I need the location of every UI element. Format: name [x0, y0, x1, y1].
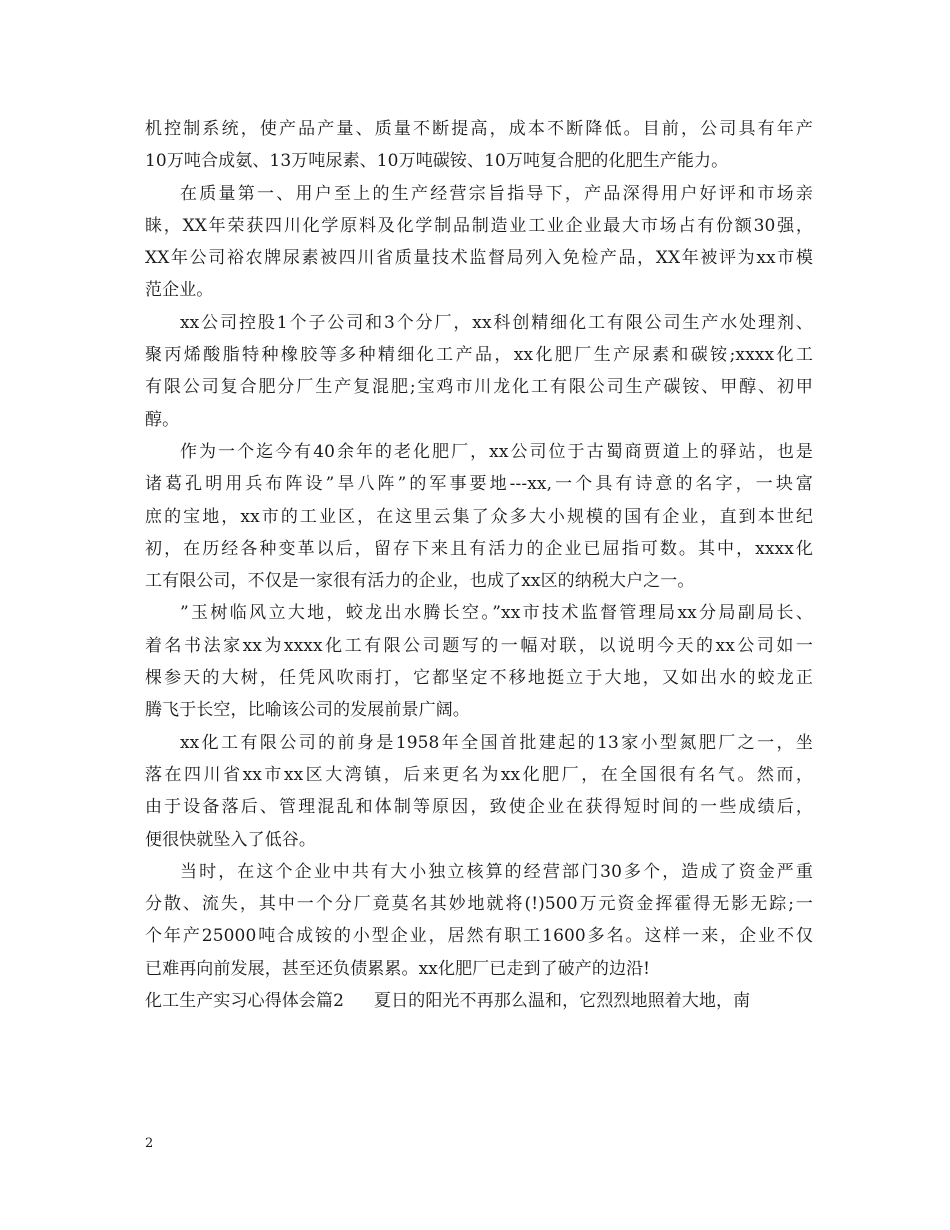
paragraph-line: 有限公司复合肥分厂生产复混肥;宝鸡市川龙化工有限公司生产碳铵、甲醇、初甲: [145, 377, 813, 398]
paragraph-line: 便很快就坠入了低谷。: [145, 829, 316, 850]
paragraph-line: 在质量第一、用户至上的生产经营宗旨指导下，产品深得用户好评和市场亲: [180, 183, 813, 204]
section-heading-continuation: 夏日的阳光不再那么温和，它烈烈地照着大地，南: [374, 991, 751, 1012]
paragraph-line: 作为一个迄今有40余年的老化肥厂，xx公司位于古蜀商贾道上的驿站，也是: [180, 441, 813, 462]
paragraph-line: 庶的宝地，xx市的工业区，在这里云集了众多大小规模的国有企业，直到本世纪: [145, 506, 813, 527]
paragraph-line: 范企业。: [145, 280, 214, 301]
paragraph-line: xx公司控股1个子公司和3个分厂，xx科创精细化工有限公司生产水处理剂、: [180, 312, 813, 333]
paragraph-line: 初，在历经各种变革以后，留存下来且有活力的企业已屈指可数。其中，xxxx化: [145, 538, 813, 559]
paragraph-line: 腾飞于长空，比喻该公司的发展前景广阔。: [145, 700, 470, 721]
paragraph-line: 已难再向前发展，甚至还负债累累。xx化肥厂已走到了破产的边沿!: [145, 958, 651, 979]
paragraph-line: 睐，XX年荣获四川化学原料及化学制品制造业工业企业最大市场占有份额30强，: [145, 215, 813, 236]
paragraph-line: 当时，在这个企业中共有大小独立核算的经营部门30多个，造成了资金严重: [180, 861, 813, 882]
paragraph-line: 工有限公司，不仅是一家很有活力的企业，也成了xx区的纳税大户之一。: [145, 571, 695, 592]
section-heading: 化工生产实习心得体会篇2: [145, 991, 345, 1012]
heading-gap: [344, 985, 374, 1017]
paragraph-line: 着名书法家xx为xxxx化工有限公司题写的一幅对联，以说明今天的xx公司如一: [145, 635, 813, 656]
paragraph-line: 个年产25000吨合成铵的小型企业，居然有职工1600多名。这样一来，企业不仅: [145, 926, 813, 947]
paragraph-line: 机控制系统，使产品产量、质量不断提高，成本不断降低。目前，公司具有年产: [145, 119, 813, 139]
paragraph-line: 棵参天的大树，任凭风吹雨打，它都坚定不移地挺立于大地，又如出水的蛟龙正: [145, 668, 813, 689]
section-heading-line: [145, 985, 813, 1017]
paragraph-line: 醇。: [145, 409, 180, 430]
paragraph-line: 分散、流失，其中一个分厂竟莫名其妙地就将(!)500万元资金挥霍得无影无踪;一: [145, 894, 813, 915]
paragraph-line: ”玉树临风立大地，蛟龙出水腾长空。”xx市技术监督管理局xx分局副局长、: [180, 603, 813, 624]
paragraph-line: xx化工有限公司的前身是1958年全国首批建起的13家小型氮肥厂之一，坐: [180, 732, 813, 753]
paragraph-line: 聚丙烯酸脂特种橡胶等多种精细化工产品，xx化肥厂生产尿素和碳铵;xxxx化工: [145, 345, 813, 366]
document-body: [145, 113, 813, 1017]
page-number: 2: [145, 1136, 154, 1151]
paragraph-line: 10万吨合成氨、13万吨尿素、10万吨碳铵、10万吨复合肥的化肥生产能力。: [145, 151, 729, 172]
paragraph-line: XX年公司裕农牌尿素被四川省质量技术监督局列入免检产品，XX年被评为xx市模: [145, 248, 813, 269]
paragraph-line: 落在四川省xx市xx区大湾镇，后来更名为xx化肥厂，在全国很有名气。然而，: [145, 764, 813, 785]
paragraph-line: 由于设备落后、管理混乱和体制等原因，致使企业在获得短时间的一些成绩后，: [145, 797, 813, 818]
paragraph-line: 诸葛孔明用兵布阵设”旱八阵”的军事要地---xx,一个具有诗意的名字，一块富: [145, 474, 813, 495]
